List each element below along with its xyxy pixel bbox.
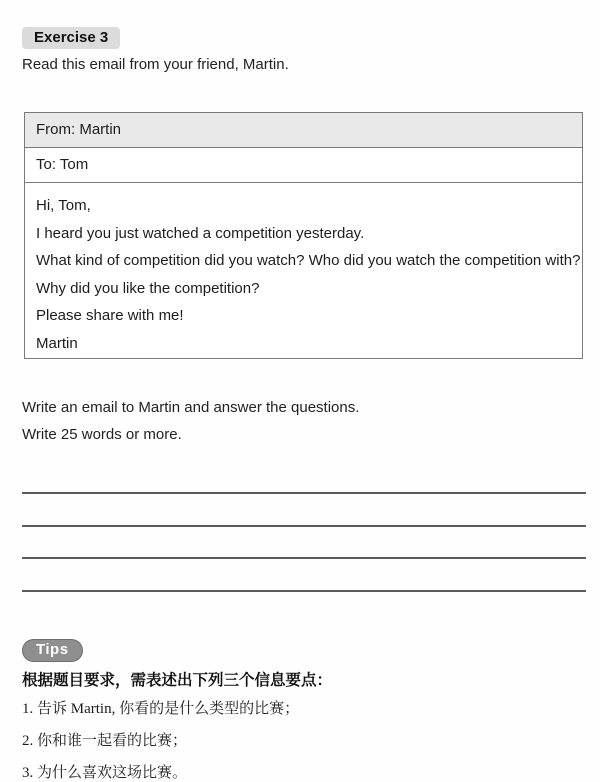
email-body-line: Hi, Tom, (36, 197, 91, 214)
email-from-row: From: Martin (25, 113, 582, 148)
tips-item: 3. 为什么喜欢这场比赛。 (22, 765, 188, 781)
task-instruction-1: Write an email to Martin and answer the questions. (22, 399, 360, 416)
email-body-line: Please share with me! (36, 307, 184, 324)
email-body-line: What kind of competition did you watch? Who did you watch the competition with? (36, 252, 581, 269)
email-body-line: I heard you just watched a competition yesterday. (36, 224, 365, 242)
tips-badge: Tips (22, 639, 83, 662)
answer-line-1 (22, 492, 586, 494)
tips-item: 2. 你和谁一起看的比赛； (22, 733, 188, 749)
email-signature: Martin (36, 334, 78, 352)
email-body-line: Why did you like the competition? (36, 279, 260, 297)
task-instruction-2: Write 25 words or more. (22, 426, 182, 443)
exercise-badge: Exercise 3 (22, 27, 120, 49)
answer-line-4 (22, 590, 586, 592)
email-box (24, 112, 583, 359)
email-to-row: To: Tom (25, 148, 582, 183)
tips-item: 1. 告诉 Martin, 你看的是什么类型的比赛； (22, 701, 300, 717)
tips-heading: 根据题目要求，需表述出下列三个信息要点： (22, 672, 333, 689)
intro-text: Read this email from your friend, Martin. (22, 56, 289, 73)
answer-line-2 (22, 525, 586, 527)
answer-line-3 (22, 557, 586, 559)
email-body (25, 183, 582, 357)
